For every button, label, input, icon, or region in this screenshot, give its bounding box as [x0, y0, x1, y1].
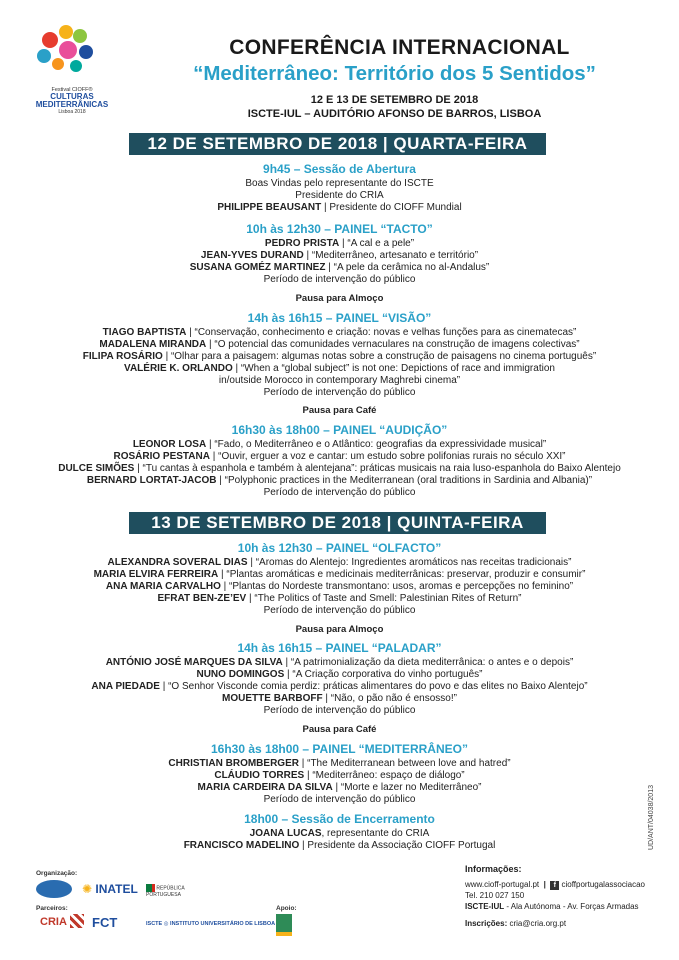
list-item: MARIA ELVIRA FERREIRA | “Plantas aromáticas e medicinais mediterrânicas: preservar, produzir e consumir” — [93, 569, 586, 580]
flag-icon — [146, 884, 155, 892]
info-web-row: www.cioff-portugal.pt | f cioffportugalassociacao — [465, 880, 645, 889]
fct-logo: FCT — [92, 915, 118, 930]
list-item: MARIA CARDEIRA DA SILVA | “Morte e lazer no Mediterrâneo” — [197, 782, 482, 793]
public-period: Período de intervenção do público — [263, 487, 416, 498]
list-item: CHRISTIAN BROMBERGER | “The Mediterranean between love and hatred” — [168, 758, 511, 769]
info-block — [465, 864, 675, 929]
info-tel: Tel. 210 027 150 — [465, 891, 525, 900]
list-item: ANA MARIA CARVALHO | “Plantas do Nordeste transmontano: usos, aromas e percepções no feminino” — [105, 581, 574, 592]
list-item: FILIPA ROSÁRIO | “Olhar para a paisagem: algumas notas sobre a construção de paisagens no cinema português” — [82, 351, 597, 362]
panel-paladar-title: 14h às 16h15 – PAINEL “PALADAR” — [237, 641, 442, 655]
page-subtitle: “Mediterrâneo: Território dos 5 Sentidos” — [193, 62, 596, 85]
support-logo-icon — [276, 914, 292, 936]
opening-line1: Boas Vindas pelo representante do ISCTE — [245, 178, 434, 189]
partners-label: Parceiros: — [36, 905, 68, 912]
info-inscricoes: Inscrições: cria@cria.org.pt — [465, 919, 567, 928]
info-address: ISCTE-IUL - Ala Autónoma - Av. Forças Armadas — [465, 902, 639, 911]
pause-coffee: Pausa para Café — [302, 405, 377, 416]
event-venue: ISCTE-IUL – AUDITÓRIO AFONSO DE BARROS, LISBOA — [247, 108, 542, 120]
day1-header: 12 DE SETEMBRO DE 2018 | QUARTA-FEIRA — [129, 133, 546, 155]
pause-lunch: Pausa para Almoço — [295, 624, 384, 635]
list-item: MADALENA MIRANDA | “O potencial das comunidades vernaculares na construção de imagens colectivas” — [99, 339, 580, 350]
day2-header: 13 DE SETEMBRO DE 2018 | QUINTA-FEIRA — [129, 512, 546, 534]
list-item: TIAGO BAPTISTA | “Conservação, conhecimento e criação: novas e velhas funções para as cinematecas” — [102, 327, 577, 338]
list-item: VALÉRIE K. ORLANDO | “When a “global subject” is not one: Depictions of race and immigration — [124, 363, 555, 374]
public-period: Período de intervenção do público — [263, 705, 416, 716]
support-label: Apoio: — [276, 905, 297, 912]
list-item: JEAN-YVES DURAND | “Mediterrâneo, artesanato e território” — [200, 250, 479, 261]
cria-logo: CRIA — [40, 916, 67, 928]
panel-mediterraneo-title: 16h30 às 18h00 – PAINEL “MEDITERRÂNEO” — [211, 742, 468, 756]
list-item-continuation: in/outside Morocco in contemporary Maghrebi cinema” — [218, 375, 461, 386]
list-item: FRANCISCO MADELINO | Presidente da Associação CIOFF Portugal — [183, 840, 496, 851]
panel-tacto-title: 10h às 12h30 – PAINEL “TACTO” — [246, 222, 433, 236]
list-item: SUSANA GOMÉZ MARTINEZ | “A pele da cerâmica no al-Andalus” — [189, 262, 490, 273]
website-link[interactable]: www.cioff-portugal.pt — [465, 880, 540, 889]
republica-logo: REPÚBLICA PORTUGUESA — [146, 885, 185, 898]
list-item: ALEXANDRA SOVERAL DIAS | “Aromas do Alentejo: Ingredientes aromáticos nas receitas tradicionais” — [107, 557, 572, 568]
public-period: Período de intervenção do público — [263, 605, 416, 616]
cioff-logo-icon — [36, 880, 72, 898]
pause-lunch: Pausa para Almoço — [295, 293, 384, 304]
logo-festival: Festival CIOFF® — [51, 87, 93, 93]
panel-visao-title: 14h às 16h15 – PAINEL “VISÃO” — [247, 311, 432, 325]
list-item: ANTÓNIO JOSÉ MARQUES DA SILVA | “A patrimonialização da dieta mediterrânica: o antes e o depois” — [105, 657, 574, 668]
list-item: NUNO DOMINGOS | “A Criação corporativa do vinho português” — [196, 669, 483, 680]
event-dates: 12 E 13 DE SETEMBRO DE 2018 — [310, 94, 479, 106]
public-period: Período de intervenção do público — [263, 387, 416, 398]
list-item: MOUETTE BARBOFF | “Não, o pão não é ensosso!” — [222, 693, 457, 704]
opening-line2: Presidente do CRIA — [295, 190, 384, 201]
list-item: LEONOR LOSA | “Fado, o Mediterrâneo e o Atlântico: geografias da expressividade musical” — [132, 439, 547, 450]
cria-pattern-icon — [70, 914, 84, 928]
logo-culturas: CULTURAS — [50, 92, 94, 101]
list-item: EFRAT BEN-ZE’EV | “The Politics of Taste and Smell: Palestinian Rites of Return” — [157, 593, 522, 604]
page-title: CONFERÊNCIA INTERNACIONAL — [229, 36, 570, 59]
closing-title: 18h00 – Sessão de Encerramento — [244, 812, 435, 826]
list-item: BERNARD LORTAT-JACOB | “Polyphonic practices in the Mediterranean (oral traditions in Sardinia and Albania)” — [86, 475, 593, 486]
flower-logo-icon — [28, 22, 116, 82]
panel-olfacto-title: 10h às 12h30 – PAINEL “OLFACTO” — [237, 541, 442, 555]
facebook-link[interactable]: cioffportugalassociacao — [561, 880, 645, 889]
list-item: DULCE SIMÕES | “Tu cantas à espanhola e também à alentejana”: práticas musicais na raia luso-espanhola do Baixo Alentejo — [58, 463, 621, 474]
logo-lisboa: Lisboa 2018 — [58, 109, 86, 115]
facebook-icon: f — [550, 881, 559, 890]
side-code: UD/ANT/04038/2013 — [648, 785, 655, 850]
panel-audicao-title: 16h30 às 18h00 – PAINEL “AUDIÇÃO” — [231, 423, 448, 437]
list-item: CLÁUDIO TORRES | “Mediterrâneo: espaço de diálogo” — [214, 770, 465, 781]
org-label: Organização: — [36, 870, 78, 877]
public-period: Período de intervenção do público — [263, 274, 416, 285]
logo-mediterranicas: MEDITERRÂNICAS — [35, 100, 109, 109]
festival-logo — [28, 22, 116, 115]
email-link[interactable]: cria@cria.org.pt — [507, 919, 567, 928]
public-period: Período de intervenção do público — [263, 794, 416, 805]
list-item: ROSÁRIO PESTANA | “Ouvir, erguer a voz e cantar: um estudo sobre polifonias rurais no século XXI” — [113, 451, 566, 462]
list-item: ANA PIEDADE | “O Senhor Visconde comia perdiz: práticas alimentares do povo e das elites no Baixo Alentejo” — [91, 681, 588, 692]
pause-coffee: Pausa para Café — [302, 724, 377, 735]
inatel-sun-icon: ✺ — [82, 882, 93, 896]
list-item: JOANA LUCAS, representante do CRIA — [249, 828, 430, 839]
opening-title: 9h45 – Sessão de Abertura — [263, 162, 416, 176]
info-title: Informações: — [465, 864, 522, 874]
inatel-logo: ✺ INATEL — [82, 882, 138, 896]
list-item: PEDRO PRISTA | “A cal e a pele” — [264, 238, 415, 249]
iscte-logo: ISCTE ◎ INSTITUTO UNIVERSITÁRIO DE LISBOA — [146, 921, 276, 927]
opening-line3: PHILIPPE BEAUSANT | Presidente do CIOFF Mundial — [217, 202, 462, 213]
